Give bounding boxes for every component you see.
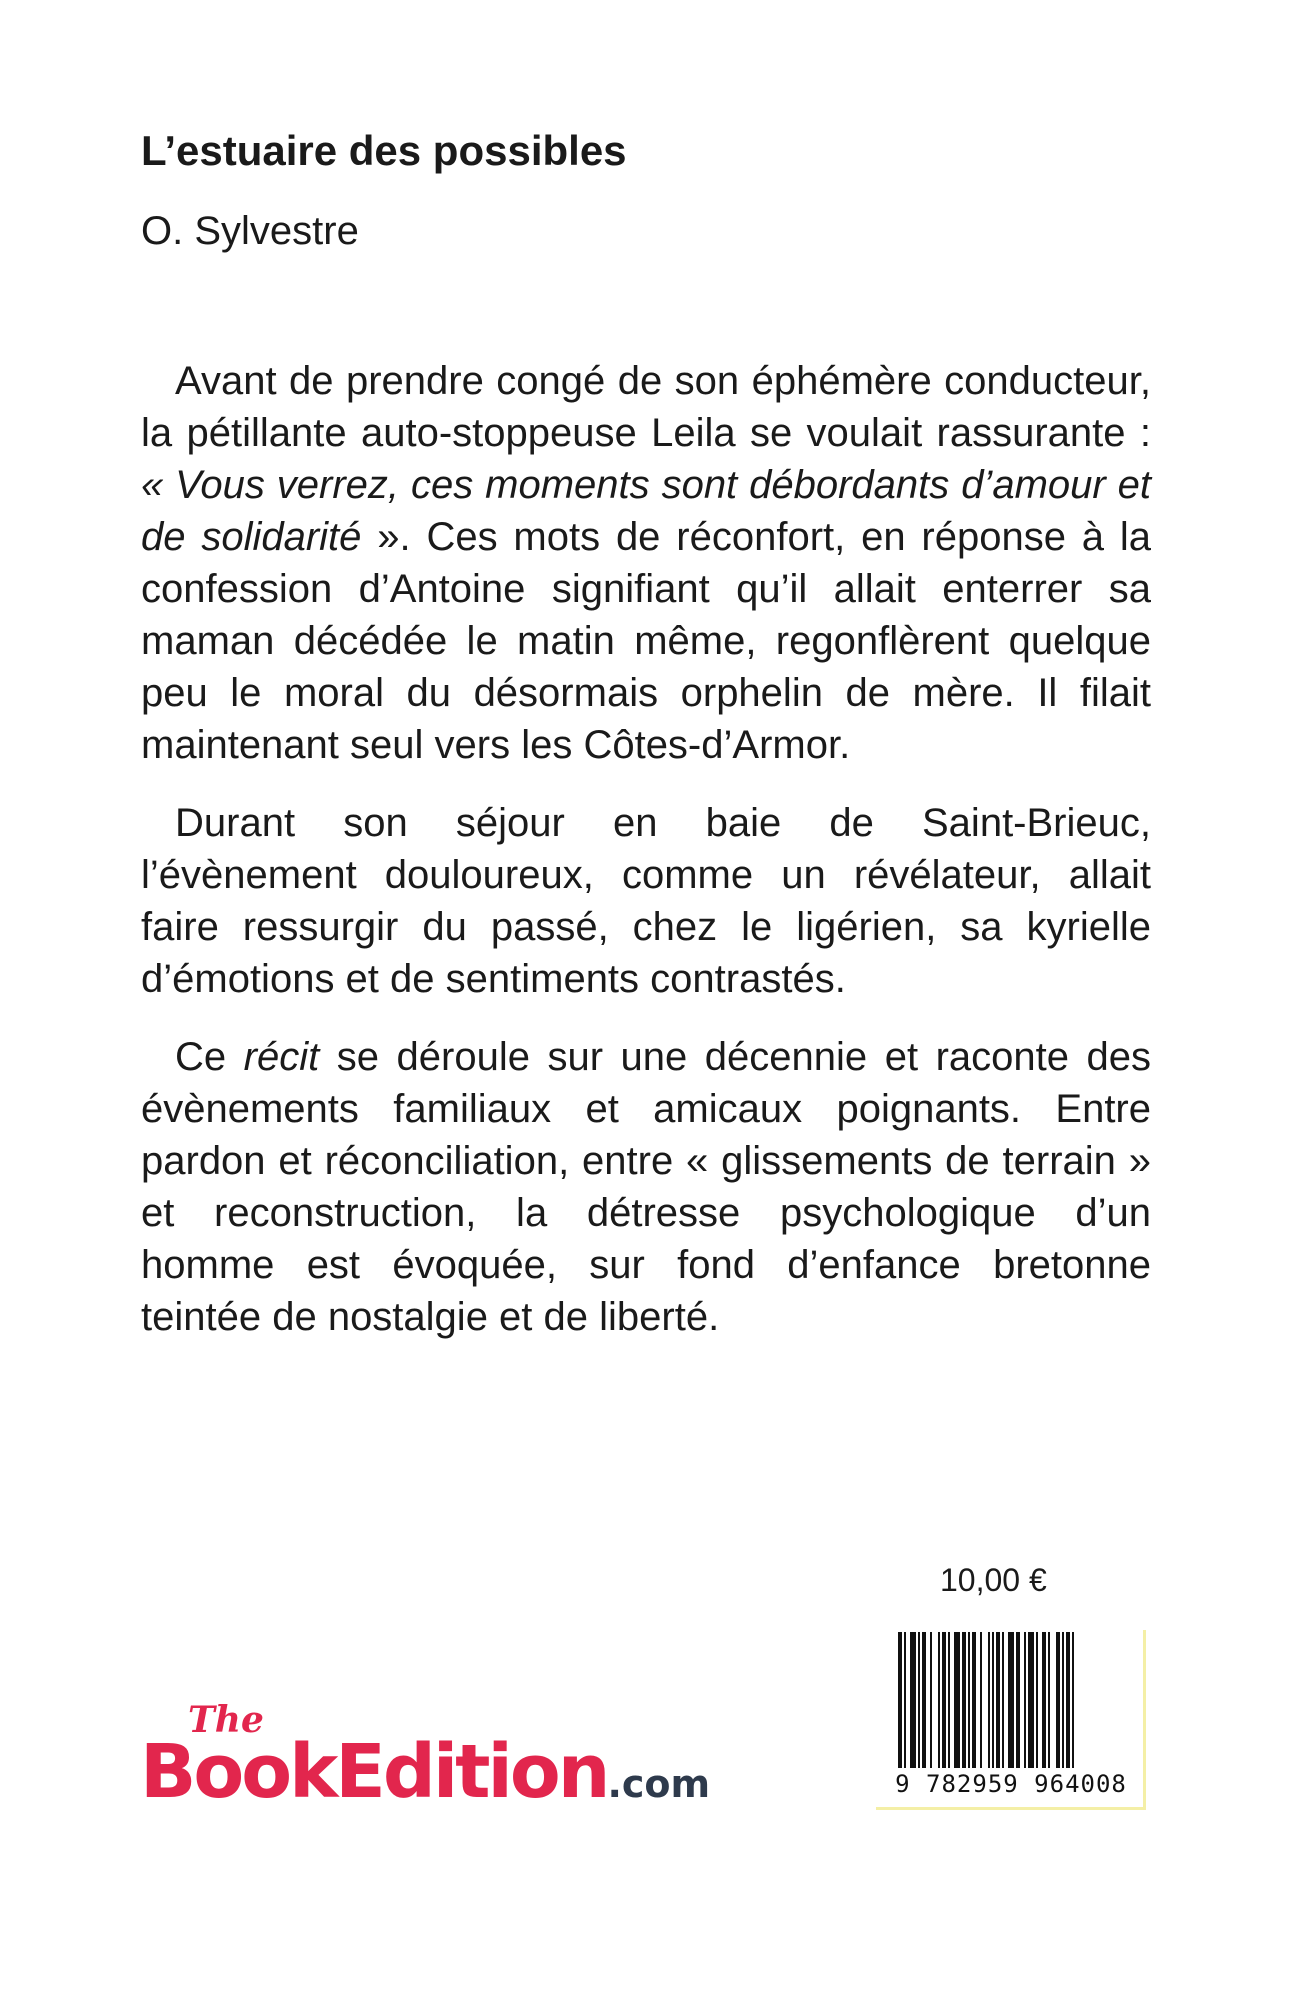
- barcode-bar: [910, 1632, 916, 1768]
- barcode-bar: [988, 1632, 990, 1768]
- logo-suffix: .com: [607, 1762, 711, 1806]
- book-title: L’estuaire des possibles: [141, 127, 627, 174]
- barcode-bar: [1008, 1632, 1014, 1768]
- barcode-bar: [1072, 1632, 1074, 1768]
- barcode-bar: [1062, 1632, 1064, 1768]
- blurb-p3-italic: récit: [243, 1035, 320, 1079]
- barcode-bar: [954, 1632, 960, 1768]
- barcode-bar: [1066, 1632, 1070, 1768]
- price-label: 10,00 €: [940, 1562, 1047, 1598]
- book-author: O. Sylvestre: [141, 209, 359, 253]
- barcode-bar: [1036, 1632, 1038, 1768]
- barcode-bar: [1024, 1632, 1026, 1768]
- barcode-number: 9 782959 964008: [895, 1770, 1127, 1798]
- blurb-paragraph-1: [141, 355, 1151, 771]
- blurb-p1-quote: « Vous verrez, ces moments sont débordants d’amour et de solidarité: [141, 463, 1151, 559]
- publisher-logo: [140, 1700, 760, 1830]
- barcode-bar: [962, 1632, 966, 1768]
- blurb-paragraph-3: [141, 1031, 1151, 1343]
- blurb-paragraph-2: Durant son séjour en baie de Saint-Brieuc, l’évènement douloureux, comme un révélateur, allait faire ressurgir du passé, chez le ligérien, sa kyrielle d’émotions et de sentiments contrastés.: [141, 801, 1151, 1001]
- barcode-bar: [996, 1632, 1000, 1768]
- barcode-bar: [1028, 1632, 1034, 1768]
- barcode-bar: [904, 1632, 906, 1768]
- logo-wordmark: [140, 1730, 710, 1826]
- barcode-bars: [898, 1632, 1124, 1768]
- back-cover-blurb: [141, 355, 1151, 1369]
- blurb-p1-text-end: ». Ces mots de réconfort, en réponse à la confession d’Antoine signifiant qu’il allait enterrer sa maman décédée le matin même, regonflèrent quelque peu le moral du désormais orphelin de mère. Il filait maintenant seul vers les Côtes-d’Armor.: [141, 515, 1152, 767]
- barcode-bar: [992, 1632, 994, 1768]
- blurb-p3-text: Ce: [175, 1035, 244, 1079]
- barcode-bar: [980, 1632, 982, 1768]
- barcode-bar: [942, 1632, 946, 1768]
- barcode-bar: [1048, 1632, 1050, 1768]
- barcode-bar: [972, 1632, 976, 1768]
- barcode-bar: [1002, 1632, 1004, 1768]
- barcode-bar: [898, 1632, 902, 1768]
- barcode-bar: [1056, 1632, 1060, 1768]
- barcode-bar: [1042, 1632, 1046, 1768]
- barcode-bar: [922, 1632, 926, 1768]
- barcode-bar: [948, 1632, 950, 1768]
- barcode-bar: [930, 1632, 932, 1768]
- barcode: [876, 1630, 1146, 1810]
- logo-the: The: [188, 1699, 264, 1741]
- barcode-bar: [968, 1632, 970, 1768]
- barcode-bar: [1016, 1632, 1020, 1768]
- logo-name: BookEdition: [140, 1729, 608, 1815]
- barcode-bar: [918, 1632, 920, 1768]
- blurb-p1-text: Avant de prendre congé de son éphémère conducteur, la pétillante auto-stoppeuse Leila se voulait rassurante :: [141, 359, 1151, 455]
- blurb-p3-text-end: se déroule sur une décennie et raconte des évènements familiaux et amicaux poignants. Entre pardon et réconciliation, entre « glissements de terrain » et reconstruction, la détresse psychologique d’un homme est évoquée, sur fond d’enfance bretonne teintée de nostalgie et de liberté.: [141, 1035, 1151, 1339]
- barcode-bar: [938, 1632, 940, 1768]
